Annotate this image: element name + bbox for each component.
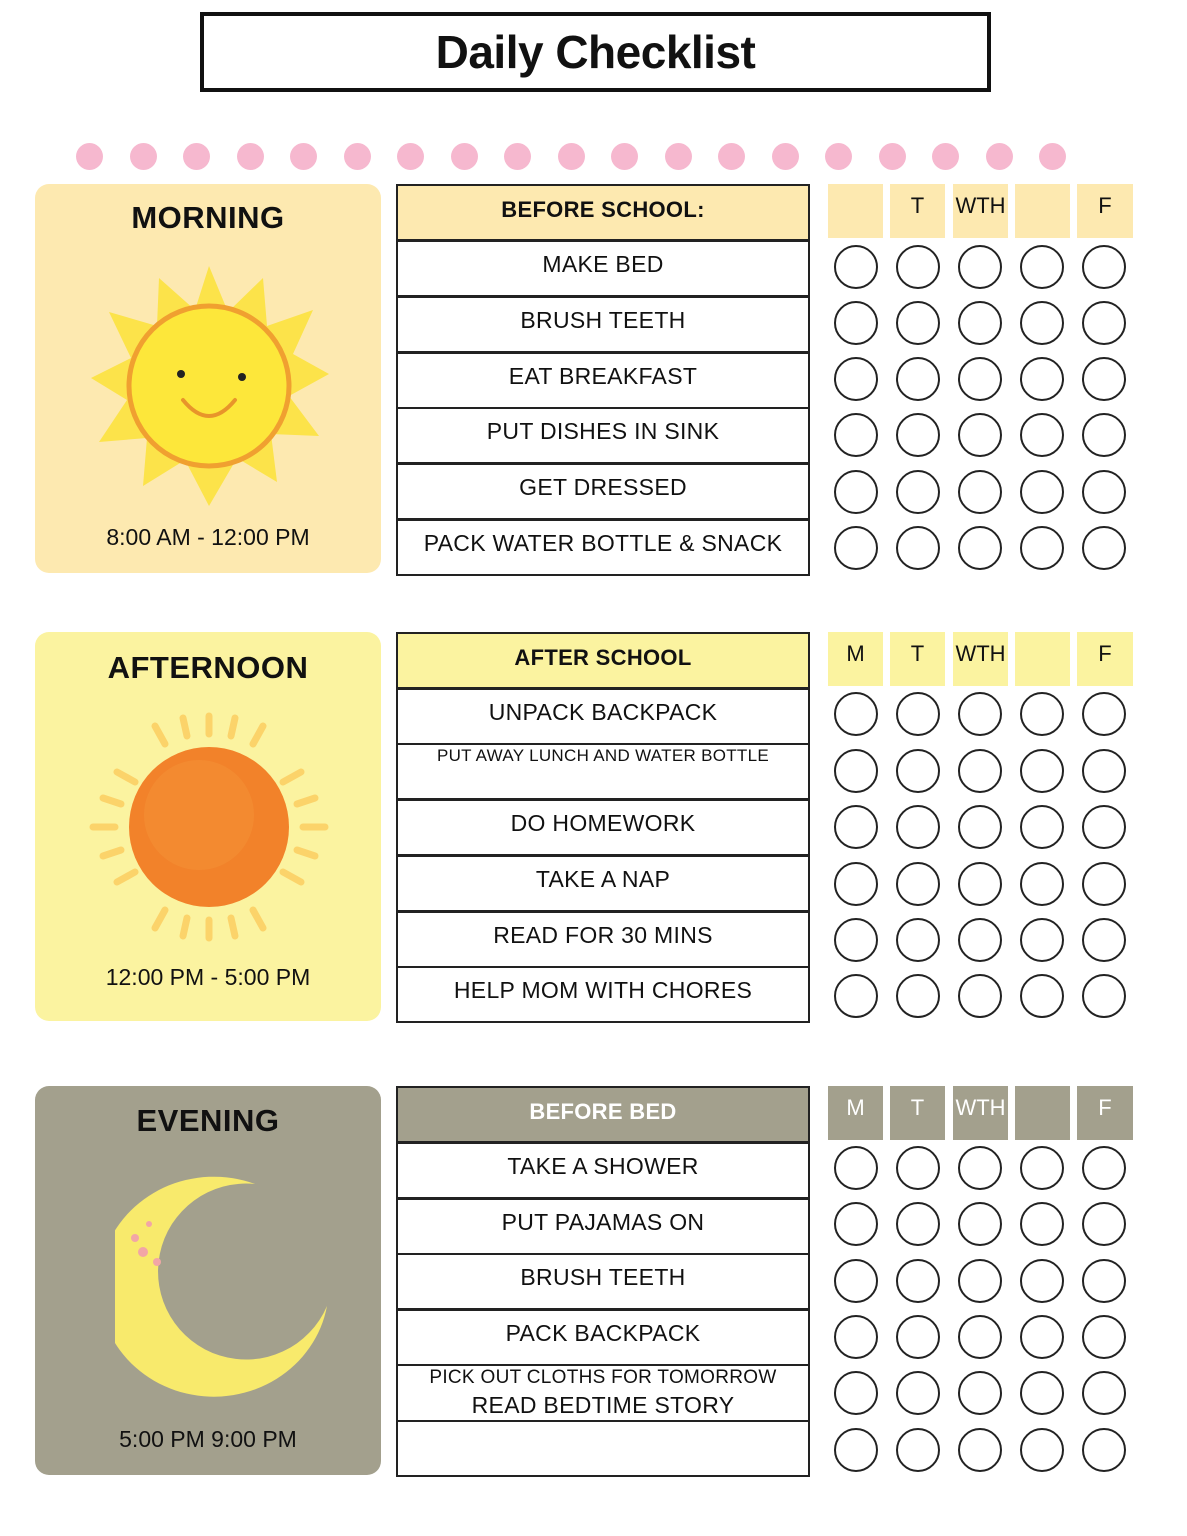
morning-task-row: PACK WATER BOTTLE & SNACK bbox=[396, 519, 810, 576]
afternoon-check-circle[interactable] bbox=[896, 862, 940, 906]
pink-dot bbox=[665, 143, 692, 170]
morning-task-row: PUT DISHES IN SINK bbox=[396, 407, 810, 464]
evening-check-circle[interactable] bbox=[1082, 1371, 1126, 1415]
afternoon-check-circle[interactable] bbox=[958, 805, 1002, 849]
evening-day-header: WTH bbox=[953, 1086, 1008, 1140]
afternoon-check-circle[interactable] bbox=[1020, 974, 1064, 1018]
afternoon-check-circle[interactable] bbox=[1082, 974, 1126, 1018]
evening-check-circle[interactable] bbox=[958, 1259, 1002, 1303]
pink-dot bbox=[397, 143, 424, 170]
afternoon-check-circle[interactable] bbox=[1020, 805, 1064, 849]
evening-task-row: READ BEDTIME STORY bbox=[396, 1390, 810, 1422]
morning-check-circle[interactable] bbox=[1020, 357, 1064, 401]
afternoon-check-circle[interactable] bbox=[1082, 749, 1126, 793]
pink-dot bbox=[344, 143, 371, 170]
evening-check-circle[interactable] bbox=[834, 1259, 878, 1303]
morning-day-header bbox=[1015, 184, 1070, 238]
afternoon-check-circle[interactable] bbox=[958, 692, 1002, 736]
pink-dot bbox=[237, 143, 264, 170]
morning-check-circle[interactable] bbox=[896, 301, 940, 345]
morning-check-circle[interactable] bbox=[1082, 526, 1126, 570]
pink-dot bbox=[611, 143, 638, 170]
morning-task-row: MAKE BED bbox=[396, 240, 810, 297]
morning-check-circle[interactable] bbox=[1082, 245, 1126, 289]
afternoon-check-circle[interactable] bbox=[834, 692, 878, 736]
evening-check-circle[interactable] bbox=[958, 1428, 1002, 1472]
evening-check-circle[interactable] bbox=[896, 1202, 940, 1246]
afternoon-check-circle[interactable] bbox=[958, 749, 1002, 793]
morning-check-circle[interactable] bbox=[958, 301, 1002, 345]
afternoon-check-circle[interactable] bbox=[896, 918, 940, 962]
afternoon-task-row: UNPACK BACKPACK bbox=[396, 688, 810, 745]
evening-title: EVENING bbox=[136, 1103, 280, 1138]
morning-check-circle[interactable] bbox=[1082, 413, 1126, 457]
afternoon-day-header: T bbox=[890, 632, 945, 686]
evening-check-circle[interactable] bbox=[834, 1146, 878, 1190]
morning-check-circle[interactable] bbox=[834, 526, 878, 570]
evening-check-circle[interactable] bbox=[1020, 1315, 1064, 1359]
evening-check-circle[interactable] bbox=[1020, 1202, 1064, 1246]
afternoon-task-row: READ FOR 30 MINS bbox=[396, 911, 810, 968]
pink-dot bbox=[932, 143, 959, 170]
pink-dot bbox=[290, 143, 317, 170]
morning-check-circle[interactable] bbox=[896, 526, 940, 570]
evening-check-circle[interactable] bbox=[1020, 1146, 1064, 1190]
afternoon-check-circle[interactable] bbox=[958, 974, 1002, 1018]
morning-check-circle[interactable] bbox=[834, 357, 878, 401]
morning-check-circle[interactable] bbox=[834, 301, 878, 345]
evening-check-circle[interactable] bbox=[958, 1202, 1002, 1246]
evening-task-row: PUT PAJAMAS ON bbox=[396, 1198, 810, 1255]
morning-check-circle[interactable] bbox=[1020, 245, 1064, 289]
morning-check-circle[interactable] bbox=[1082, 357, 1126, 401]
evening-check-circle[interactable] bbox=[958, 1146, 1002, 1190]
evening-check-circle[interactable] bbox=[896, 1146, 940, 1190]
morning-check-circle[interactable] bbox=[1020, 526, 1064, 570]
evening-check-circle[interactable] bbox=[1082, 1202, 1126, 1246]
pink-dot bbox=[986, 143, 1013, 170]
evening-task-row: TAKE A SHOWER bbox=[396, 1142, 810, 1199]
evening-check-circle[interactable] bbox=[1020, 1259, 1064, 1303]
afternoon-check-circle[interactable] bbox=[896, 692, 940, 736]
afternoon-task-row: DO HOMEWORK bbox=[396, 799, 810, 856]
page-title: Daily Checklist bbox=[435, 26, 756, 78]
evening-check-circle[interactable] bbox=[1082, 1146, 1126, 1190]
morning-check-circle[interactable] bbox=[1020, 413, 1064, 457]
afternoon-check-circle[interactable] bbox=[834, 862, 878, 906]
afternoon-check-circle[interactable] bbox=[896, 749, 940, 793]
afternoon-check-circle[interactable] bbox=[1020, 749, 1064, 793]
afternoon-time: 12:00 PM - 5:00 PM bbox=[105, 964, 311, 990]
evening-check-circle[interactable] bbox=[1020, 1371, 1064, 1415]
evening-check-circle[interactable] bbox=[834, 1202, 878, 1246]
morning-check-circle[interactable] bbox=[958, 526, 1002, 570]
afternoon-check-circle[interactable] bbox=[834, 918, 878, 962]
morning-check-circle[interactable] bbox=[896, 413, 940, 457]
orange-sun-icon bbox=[87, 710, 331, 944]
evening-check-circle[interactable] bbox=[834, 1371, 878, 1415]
morning-check-circle[interactable] bbox=[896, 357, 940, 401]
pink-dot bbox=[76, 143, 103, 170]
evening-table-header: BEFORE BED bbox=[396, 1086, 810, 1143]
evening-check-circle[interactable] bbox=[958, 1371, 1002, 1415]
afternoon-check-circle[interactable] bbox=[1082, 692, 1126, 736]
evening-task-row: PACK BACKPACK bbox=[396, 1309, 810, 1366]
morning-check-circle[interactable] bbox=[1082, 470, 1126, 514]
evening-task-row: BRUSH TEETH bbox=[396, 1253, 810, 1310]
morning-task-row: EAT BREAKFAST bbox=[396, 352, 810, 409]
afternoon-task-row: PUT AWAY LUNCH AND WATER BOTTLE bbox=[396, 743, 810, 800]
afternoon-check-circle[interactable] bbox=[834, 974, 878, 1018]
afternoon-table-header: AFTER SCHOOL bbox=[396, 632, 810, 689]
evening-day-header: F bbox=[1077, 1086, 1133, 1140]
morning-check-circle[interactable] bbox=[1082, 301, 1126, 345]
sun-smiling-icon bbox=[87, 264, 331, 508]
evening-check-circle[interactable] bbox=[1082, 1315, 1126, 1359]
crescent-moon-icon bbox=[115, 1176, 335, 1406]
pink-dot bbox=[879, 143, 906, 170]
afternoon-check-circle[interactable] bbox=[1082, 805, 1126, 849]
afternoon-task-row: TAKE A NAP bbox=[396, 855, 810, 912]
afternoon-check-circle[interactable] bbox=[1020, 862, 1064, 906]
evening-check-circle[interactable] bbox=[896, 1315, 940, 1359]
afternoon-check-circle[interactable] bbox=[896, 974, 940, 1018]
evening-check-circle[interactable] bbox=[1082, 1259, 1126, 1303]
afternoon-day-header: F bbox=[1077, 632, 1133, 686]
evening-check-circle[interactable] bbox=[834, 1428, 878, 1472]
morning-day-header: WTH bbox=[953, 184, 1008, 238]
evening-time: 5:00 PM 9:00 PM bbox=[119, 1426, 297, 1452]
morning-day-header: T bbox=[890, 184, 945, 238]
morning-task-row: GET DRESSED bbox=[396, 463, 810, 520]
title-box bbox=[200, 12, 991, 92]
afternoon-check-circle[interactable] bbox=[896, 805, 940, 849]
pink-dot bbox=[183, 143, 210, 170]
evening-check-circle[interactable] bbox=[896, 1371, 940, 1415]
morning-check-circle[interactable] bbox=[834, 413, 878, 457]
pink-dot bbox=[825, 143, 852, 170]
evening-check-circle[interactable] bbox=[958, 1315, 1002, 1359]
morning-card bbox=[35, 184, 381, 573]
morning-check-circle[interactable] bbox=[958, 413, 1002, 457]
pink-dot bbox=[558, 143, 585, 170]
evening-card bbox=[35, 1086, 381, 1475]
evening-check-circle[interactable] bbox=[896, 1428, 940, 1472]
evening-day-header bbox=[1015, 1086, 1070, 1140]
afternoon-check-circle[interactable] bbox=[1020, 692, 1064, 736]
evening-day-header: T bbox=[890, 1086, 945, 1140]
pink-dot bbox=[451, 143, 478, 170]
morning-title: MORNING bbox=[131, 200, 285, 235]
afternoon-check-circle[interactable] bbox=[1020, 918, 1064, 962]
morning-check-circle[interactable] bbox=[958, 245, 1002, 289]
morning-check-circle[interactable] bbox=[896, 470, 940, 514]
morning-table-header: BEFORE SCHOOL: bbox=[396, 184, 810, 241]
afternoon-day-header bbox=[1015, 632, 1070, 686]
evening-task-row bbox=[396, 1420, 810, 1477]
morning-check-circle[interactable] bbox=[1020, 301, 1064, 345]
morning-check-circle[interactable] bbox=[896, 245, 940, 289]
morning-check-circle[interactable] bbox=[834, 470, 878, 514]
afternoon-check-circle[interactable] bbox=[834, 805, 878, 849]
pink-dot bbox=[718, 143, 745, 170]
morning-check-circle[interactable] bbox=[1020, 470, 1064, 514]
afternoon-title: AFTERNOON bbox=[107, 650, 309, 685]
afternoon-check-circle[interactable] bbox=[834, 749, 878, 793]
evening-check-circle[interactable] bbox=[834, 1315, 878, 1359]
evening-check-circle[interactable] bbox=[896, 1259, 940, 1303]
pink-dot bbox=[504, 143, 531, 170]
afternoon-day-header: WTH bbox=[953, 632, 1008, 686]
evening-check-circle[interactable] bbox=[1020, 1428, 1064, 1472]
morning-check-circle[interactable] bbox=[958, 470, 1002, 514]
pink-dot bbox=[130, 143, 157, 170]
morning-check-circle[interactable] bbox=[958, 357, 1002, 401]
morning-time: 8:00 AM - 12:00 PM bbox=[106, 524, 310, 550]
afternoon-day-header: M bbox=[828, 632, 883, 686]
afternoon-check-circle[interactable] bbox=[1082, 918, 1126, 962]
pink-dot bbox=[1039, 143, 1066, 170]
evening-day-header: M bbox=[828, 1086, 883, 1140]
morning-day-header: F bbox=[1077, 184, 1133, 238]
evening-task-row: PICK OUT CLOTHS FOR TOMORROW bbox=[396, 1364, 810, 1392]
morning-check-circle[interactable] bbox=[834, 245, 878, 289]
afternoon-check-circle[interactable] bbox=[958, 918, 1002, 962]
morning-day-header bbox=[828, 184, 883, 238]
afternoon-check-circle[interactable] bbox=[958, 862, 1002, 906]
evening-check-circle[interactable] bbox=[1082, 1428, 1126, 1472]
afternoon-card bbox=[35, 632, 381, 1021]
morning-task-row: BRUSH TEETH bbox=[396, 296, 810, 353]
pink-dot bbox=[772, 143, 799, 170]
afternoon-task-row: HELP MOM WITH CHORES bbox=[396, 966, 810, 1023]
afternoon-check-circle[interactable] bbox=[1082, 862, 1126, 906]
